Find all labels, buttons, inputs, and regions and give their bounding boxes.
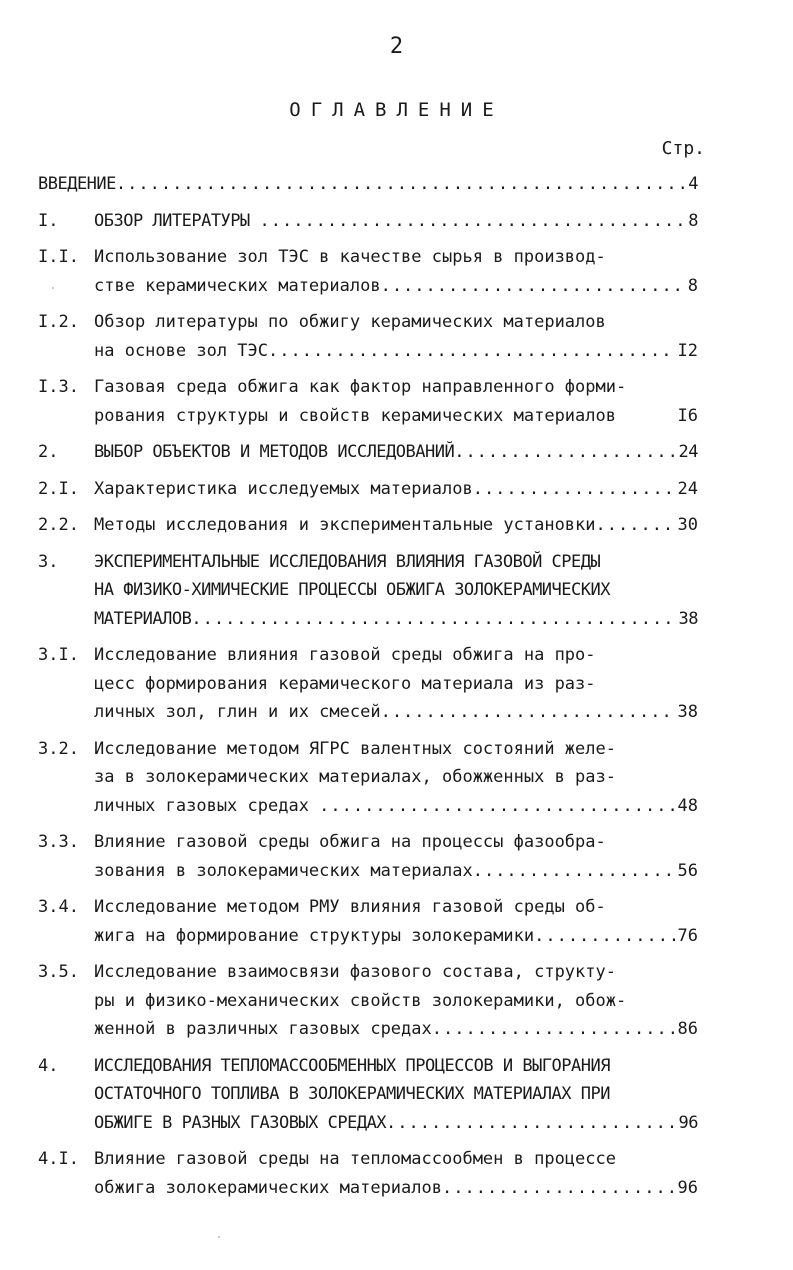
toc-leader-dots (596, 511, 676, 540)
toc-entry-text: ВВЕДЕНИЕ (38, 174, 116, 194)
toc-entry-body (94, 207, 698, 236)
toc-entry-number: 3.4. (38, 897, 79, 917)
toc-entry (38, 475, 698, 504)
toc-entry-line: ры и физико-механических свойств золокерамики, обож- (94, 990, 627, 1011)
toc-leader-dots (473, 475, 676, 504)
toc-entry-line: ИССЛЕДОВАНИЯ ТЕПЛОМАССООБМЕННЫХ ПРОЦЕССОВ И ВЫГОРАНИЯ (94, 1055, 610, 1076)
toc-entry-text: на основе зол ТЭС (94, 340, 268, 361)
toc-entry-page: 38 (678, 608, 698, 629)
toc-entry-line: Использование зол ТЭС в качестве сырья в производ- (94, 247, 606, 267)
toc-entry-number: 3. (38, 551, 59, 572)
page-number: 2 (389, 34, 404, 59)
toc-entry-number: I.I. (38, 247, 79, 267)
toc-entry-body (94, 958, 698, 1044)
toc-leader-dots (191, 605, 676, 634)
toc-entry-last-line (94, 1015, 698, 1044)
toc-entry-body (94, 475, 698, 504)
toc-entry-number: 2.I. (38, 478, 79, 499)
toc-entry-last-line (94, 792, 698, 821)
toc-entry-page: 96 (678, 1112, 698, 1133)
toc-entry-page: 56 (677, 860, 698, 881)
toc-entry (38, 373, 698, 430)
toc-entry-text: Характеристика исследуемых материалов (94, 478, 473, 499)
toc-entry-last-line (94, 605, 698, 634)
toc-leader-dots (473, 857, 676, 886)
toc-entry-line: Исследование методом ЯГРС валентных состояний желе- (94, 738, 616, 759)
toc-entry-number: 2.2. (38, 515, 79, 535)
toc-entry-text: стве керамических материалов (94, 275, 381, 296)
toc-entry-last-line (38, 170, 698, 199)
toc-entry-number: 3.I. (38, 645, 79, 665)
toc-leader-dots (381, 698, 676, 727)
toc-entry-body (94, 511, 698, 540)
toc-entry-last-line (94, 1174, 698, 1203)
toc-entry-body (94, 735, 698, 821)
toc-entry-body (94, 641, 698, 727)
toc-entry-last-line (94, 337, 698, 366)
toc-entry-line: за в золокерамических материалах, обожженных в раз- (94, 767, 616, 787)
toc-entry-line: Влияние газовой среды обжига на процессы фазообра- (94, 832, 606, 852)
toc-leader-dots (432, 1015, 676, 1044)
toc-entry-last-line (94, 402, 698, 431)
toc-entry (38, 511, 698, 540)
toc-entry-last-line (94, 922, 698, 951)
toc-entry-number: 4.I. (38, 1149, 79, 1169)
toc-entry-body (94, 1145, 698, 1202)
toc-leader-dots (268, 337, 676, 366)
toc-entry-line: ЭКСПЕРИМЕНТАЛЬНЫЕ ИССЛЕДОВАНИЯ ВЛИЯНИЯ ГАЗОВОЙ СРЕДЫ (94, 551, 601, 572)
page-column-label: Стр. (661, 138, 705, 159)
toc-leader-dots (319, 792, 675, 821)
toc-entry (38, 170, 698, 199)
toc-entry (38, 1052, 698, 1138)
toc-entry-text: зования в золокерамических материалах (94, 860, 473, 881)
toc-entry-page: I6 (677, 405, 698, 426)
table-of-contents (38, 170, 698, 1210)
toc-leader-dots (616, 402, 676, 431)
page-title: ОГЛАВЛЕНИЕ (289, 99, 504, 121)
toc-leader-dots (442, 1174, 676, 1203)
toc-entry (38, 958, 698, 1044)
toc-entry-line: НА ФИЗИКО-ХИМИЧЕСКИЕ ПРОЦЕССЫ ОБЖИГА ЗОЛОКЕРАМИЧЕСКИХ (94, 580, 610, 600)
toc-entry-text: ВЫБОР ОБЪЕКТОВ И МЕТОДОВ ИССЛЕДОВАНИЙ (94, 442, 455, 462)
toc-leader-dots (386, 1109, 676, 1138)
toc-leader-dots (454, 438, 676, 467)
toc-entry-last-line (94, 1109, 698, 1138)
toc-entry-text: жига на формирование структуры золокерамики (94, 925, 535, 946)
toc-entry-line: ОСТАТОЧНОГО ТОПЛИВА В ЗОЛОКЕРАМИЧЕСКИХ МАТЕРИАЛАХ ПРИ (94, 1084, 610, 1104)
toc-entry-body (94, 438, 698, 467)
scan-speck (52, 287, 54, 289)
toc-entry-page: 24 (678, 442, 698, 462)
toc-leader-dots (534, 922, 675, 951)
toc-entry-text: ОБЖИГЕ В РАЗНЫХ ГАЗОВЫХ СРЕДАХ (94, 1112, 387, 1133)
toc-entry-number: 3.2. (38, 738, 79, 759)
toc-entry-line: Исследование взаимосвязи фазового состава, структу- (94, 962, 616, 982)
toc-entry-body (94, 373, 698, 430)
toc-entry-text: личных зол, глин и их смесей (94, 702, 381, 722)
toc-entry-page: 24 (677, 478, 698, 499)
toc-entry-line: Исследование методом РМУ влияния газовой среды об- (94, 897, 606, 917)
toc-entry-page: 38 (677, 702, 698, 722)
toc-entry-page: 86 (677, 1019, 698, 1039)
toc-entry (38, 735, 698, 821)
toc-entry-body (94, 308, 698, 365)
toc-entry (38, 828, 698, 885)
toc-entry (38, 641, 698, 727)
toc-entry-page: 4 (688, 174, 698, 194)
toc-entry-number: I.2. (38, 312, 79, 332)
toc-entry-text: рования структуры и свойств керамических материалов (94, 405, 616, 426)
toc-entry (38, 438, 698, 467)
toc-entry-last-line (94, 475, 698, 504)
toc-entry-last-line (94, 272, 698, 301)
toc-entry-page: 30 (677, 515, 698, 535)
toc-entry-number: 3.5. (38, 962, 79, 982)
toc-entry (38, 243, 698, 300)
toc-entry-body (94, 893, 698, 950)
toc-leader-dots (260, 207, 687, 236)
toc-entry-number: I. (38, 210, 59, 231)
toc-leader-dots (116, 170, 686, 199)
toc-entry-page: 48 (677, 795, 698, 816)
toc-entry-number: 3.3. (38, 832, 79, 852)
toc-entry-page: 96 (677, 1177, 698, 1198)
toc-entry-body (94, 828, 698, 885)
toc-entry-last-line (94, 698, 698, 727)
toc-entry (38, 207, 698, 236)
toc-entry-page: 76 (677, 925, 698, 946)
toc-entry (38, 308, 698, 365)
toc-entry-body (94, 1052, 698, 1138)
toc-entry-page: 8 (687, 275, 698, 296)
toc-entry-body (94, 243, 698, 300)
toc-entry-text: обжига золокерамических материалов (94, 1177, 442, 1198)
toc-entry (38, 893, 698, 950)
toc-entry-body (94, 548, 698, 634)
toc-entry-text: МАТЕРИАЛОВ (94, 608, 192, 629)
toc-entry-line: Влияние газовой среды на тепломассообмен в процессе (94, 1149, 616, 1169)
toc-entry-body (38, 170, 698, 199)
toc-entry-text: личных газовых средах (94, 795, 320, 816)
toc-entry-last-line (94, 857, 698, 886)
toc-entry-last-line (94, 207, 698, 236)
toc-entry-number: 2. (38, 442, 59, 462)
toc-entry-text: Методы исследования и экспериментальные установки (94, 515, 596, 535)
scan-speck (218, 1236, 220, 1238)
toc-entry-number: I.3. (38, 377, 79, 397)
toc-entry (38, 548, 698, 634)
toc-entry-line: Исследование влияния газовой среды обжига на про- (94, 645, 596, 665)
toc-entry-text: ОБЗОР ЛИТЕРАТУРЫ (94, 210, 260, 231)
toc-leader-dots (381, 272, 686, 301)
toc-entry-page: 8 (688, 210, 698, 231)
toc-entry-page: I2 (677, 340, 698, 361)
toc-entry-number: 4. (38, 1055, 59, 1076)
toc-entry-line: Газовая среда обжига как фактор направленного форми- (94, 377, 627, 397)
toc-entry-text: женной в различных газовых средах (94, 1019, 432, 1039)
toc-entry-last-line (94, 511, 698, 540)
toc-entry-last-line (94, 438, 698, 467)
toc-entry-line: Обзор литературы по обжигу керамических материалов (94, 312, 606, 332)
toc-entry-line: цесс формирования керамического материала из раз- (94, 673, 596, 694)
toc-entry (38, 1145, 698, 1202)
